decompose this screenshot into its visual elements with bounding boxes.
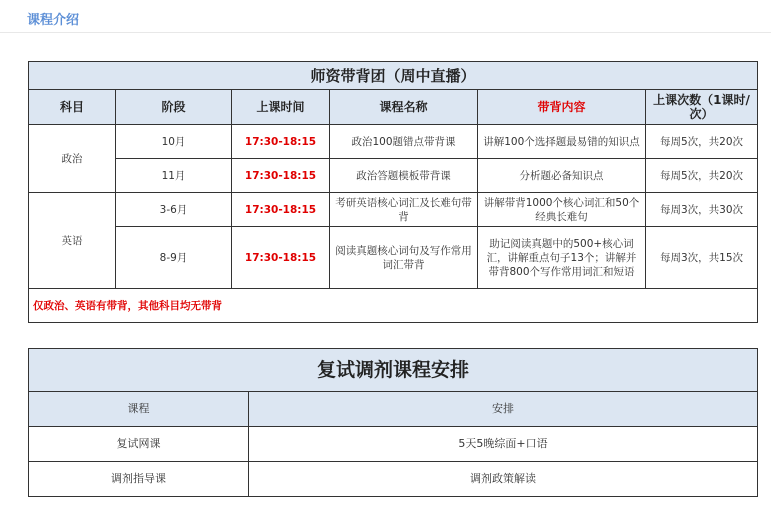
course-name-cell: 考研英语核心词汇及长难句带背 — [330, 193, 478, 227]
header-content: 带背内容 — [478, 90, 646, 125]
page-title: 课程介绍 — [27, 13, 80, 28]
header-frequency: 上课次数（1课时/次） — [646, 90, 758, 125]
retest-schedule-table — [28, 348, 758, 497]
course-name-cell: 政治答题模板带背课 — [330, 159, 478, 193]
stage-cell: 8-9月 — [116, 227, 232, 289]
stage-cell: 11月 — [116, 159, 232, 193]
recite-table-header — [29, 90, 758, 125]
table-row — [29, 427, 758, 462]
table-row — [29, 159, 758, 193]
content-cell: 分析题必备知识点 — [478, 159, 646, 193]
table-row — [29, 193, 758, 227]
subject-cell: 政治 — [29, 125, 116, 193]
header-stage: 阶段 — [116, 90, 232, 125]
arrangement-cell: 调剂政策解读 — [249, 462, 758, 497]
header-course: 课程 — [29, 392, 249, 427]
time-cell: 17:30-18:15 — [232, 125, 330, 159]
frequency-cell: 每周3次，共30次 — [646, 193, 758, 227]
frequency-cell: 每周5次，共20次 — [646, 159, 758, 193]
content-cell: 讲解带背1000个核心词汇和50个经典长难句 — [478, 193, 646, 227]
header-course-name: 课程名称 — [330, 90, 478, 125]
stage-cell: 3-6月 — [116, 193, 232, 227]
course-name-cell: 阅读真题核心词句及写作常用词汇带背 — [330, 227, 478, 289]
subject-cell: 英语 — [29, 193, 116, 289]
header-time: 上课时间 — [232, 90, 330, 125]
frequency-cell: 每周3次，共15次 — [646, 227, 758, 289]
header-arrangement: 安排 — [249, 392, 758, 427]
recite-note: 仅政治、英语有带背，其他科目均无带背 — [29, 289, 758, 323]
table-row — [29, 227, 758, 289]
time-cell: 17:30-18:15 — [232, 193, 330, 227]
content-cell: 助记阅读真题中的500+核心词汇，讲解重点句子13个；讲解并带背800个写作常用词汇和短语 — [478, 227, 646, 289]
frequency-cell: 每周5次，共20次 — [646, 125, 758, 159]
course-cell: 调剂指导课 — [29, 462, 249, 497]
retest-table-header — [29, 392, 758, 427]
recite-table-title: 师资带背团（周中直播） — [29, 62, 758, 90]
time-cell: 17:30-18:15 — [232, 227, 330, 289]
title-divider — [0, 32, 771, 33]
stage-cell: 10月 — [116, 125, 232, 159]
course-cell: 复试网课 — [29, 427, 249, 462]
retest-table-title: 复试调剂课程安排 — [29, 349, 758, 392]
time-cell: 17:30-18:15 — [232, 159, 330, 193]
table-row — [29, 125, 758, 159]
recite-schedule-table — [28, 61, 758, 323]
header-subject: 科目 — [29, 90, 116, 125]
content-cell: 讲解100个选择题最易错的知识点 — [478, 125, 646, 159]
table-row — [29, 462, 758, 497]
arrangement-cell: 5天5晚综面+口语 — [249, 427, 758, 462]
course-name-cell: 政治100题错点带背课 — [330, 125, 478, 159]
